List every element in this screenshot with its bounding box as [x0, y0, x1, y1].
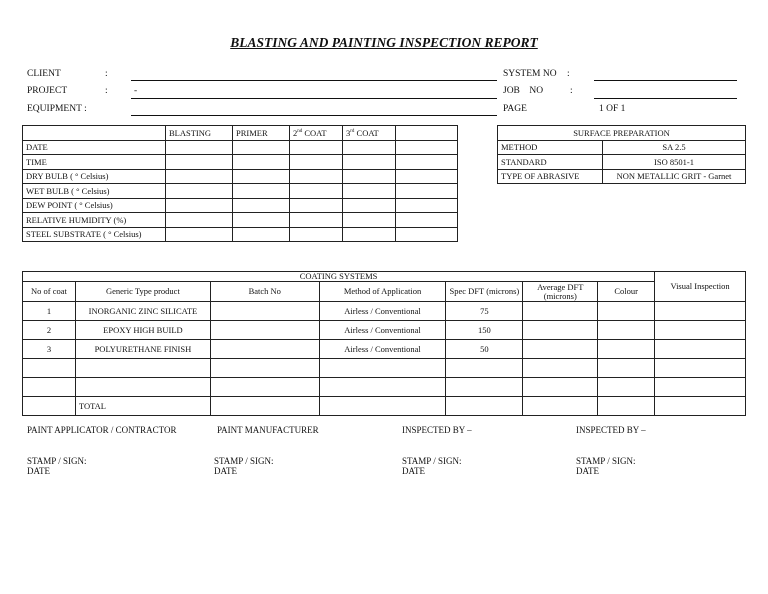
col-method: Method of Application	[319, 282, 446, 302]
row-label: DRY BULB ( ° Celsius)	[23, 169, 166, 184]
sig-inspector1-heading: INSPECTED BY –	[402, 425, 472, 435]
project-field[interactable]	[131, 98, 497, 99]
surface-row-abrasive: TYPE OF ABRASIVE NON METALLIC GRIT - Garnet	[498, 169, 746, 184]
sig-inspector2-date: DATE	[576, 466, 599, 476]
sig-inspector1-stamp: STAMP / SIGN:	[402, 456, 462, 466]
surface-row-standard: STANDARD ISO 8501-1	[498, 155, 746, 170]
conditions-row-dry-bulb	[23, 169, 458, 184]
conditions-header-blank	[23, 126, 166, 141]
conditions-row-steel-substrate	[23, 227, 458, 242]
row-label: DEW POINT ( ° Celsius)	[23, 198, 166, 213]
row-label: RELATIVE HUMIDITY (%)	[23, 213, 166, 228]
total-row	[23, 397, 746, 416]
table-row-empty	[23, 359, 746, 378]
col-3rd-coat: 3rd COAT	[343, 126, 396, 141]
job-no-label: JOB NO	[503, 86, 544, 96]
conditions-row-date	[23, 140, 458, 155]
col-primer: PRIMER	[233, 126, 290, 141]
project-colon: :	[105, 86, 108, 96]
col-average-dft: Average DFT (microns)	[523, 282, 598, 302]
equipment-label: EQUIPMENT :	[27, 104, 87, 114]
sig-manufacturer-stamp: STAMP / SIGN:	[214, 456, 274, 466]
sig-manufacturer-date: DATE	[214, 466, 237, 476]
conditions-row-wet-bulb	[23, 184, 458, 199]
conditions-table	[22, 125, 458, 242]
system-no-field[interactable]	[594, 80, 737, 81]
job-no-colon: :	[570, 86, 573, 96]
system-no-label: SYSTEM NO	[503, 69, 557, 79]
surface-preparation-table	[497, 125, 746, 184]
report-title: BLASTING AND PAINTING INSPECTION REPORT	[230, 35, 538, 50]
page-label: PAGE	[503, 104, 527, 114]
surface-preparation-header: SURFACE PREPARATION	[498, 126, 746, 141]
row-label: WET BULB ( ° Celsius)	[23, 184, 166, 199]
row-label: DATE	[23, 140, 166, 155]
project-value: -	[134, 86, 138, 96]
total-label: TOTAL	[75, 397, 210, 416]
conditions-row-humidity	[23, 213, 458, 228]
conditions-row-time	[23, 155, 458, 170]
col-blasting: BLASTING	[166, 126, 233, 141]
col-no-of-coat: No of coat	[23, 282, 76, 302]
equipment-field[interactable]	[131, 115, 497, 116]
visual-inspection-header: Visual Inspection	[655, 272, 746, 302]
coating-systems-table	[22, 271, 746, 416]
client-colon: :	[105, 69, 108, 79]
conditions-row-dew-point	[23, 198, 458, 213]
col-spec-dft: Spec DFT (microns)	[446, 282, 523, 302]
job-no-field[interactable]	[594, 98, 737, 99]
col-extra	[396, 126, 458, 141]
page-value: 1 OF 1	[599, 104, 626, 114]
project-label: PROJECT	[27, 86, 68, 96]
sig-inspector1-date: DATE	[402, 466, 425, 476]
surface-row-method: METHOD SA 2.5	[498, 140, 746, 155]
coating-systems-header: COATING SYSTEMS	[23, 272, 655, 282]
sig-applicator-heading: PAINT APPLICATOR / CONTRACTOR	[27, 425, 177, 435]
sig-inspector2-stamp: STAMP / SIGN:	[576, 456, 636, 466]
system-no-colon: :	[567, 69, 570, 79]
row-label: STEEL SUBSTRATE ( ° Celsius)	[23, 227, 166, 242]
table-row: 3 POLYURETHANE FINISH Airless / Conventional 50	[23, 340, 746, 359]
client-field[interactable]	[131, 80, 497, 81]
col-2nd-coat: 2nd COAT	[290, 126, 343, 141]
col-colour: Colour	[598, 282, 655, 302]
table-row: 1 INORGANIC ZINC SILICATE Airless / Conventional 75	[23, 302, 746, 321]
table-row: 2 EPOXY HIGH BUILD Airless / Conventional 150	[23, 321, 746, 340]
table-row-empty	[23, 378, 746, 397]
sig-inspector2-heading: INSPECTED BY –	[576, 425, 646, 435]
sig-manufacturer-heading: PAINT MANUFACTURER	[217, 425, 319, 435]
sig-applicator-date: DATE	[27, 466, 50, 476]
col-generic-type: Generic Type product	[75, 282, 210, 302]
sig-applicator-stamp: STAMP / SIGN:	[27, 456, 87, 466]
client-label: CLIENT	[27, 69, 61, 79]
row-label: TIME	[23, 155, 166, 170]
conditions-header-row	[23, 126, 458, 141]
col-batch-no: Batch No	[210, 282, 319, 302]
